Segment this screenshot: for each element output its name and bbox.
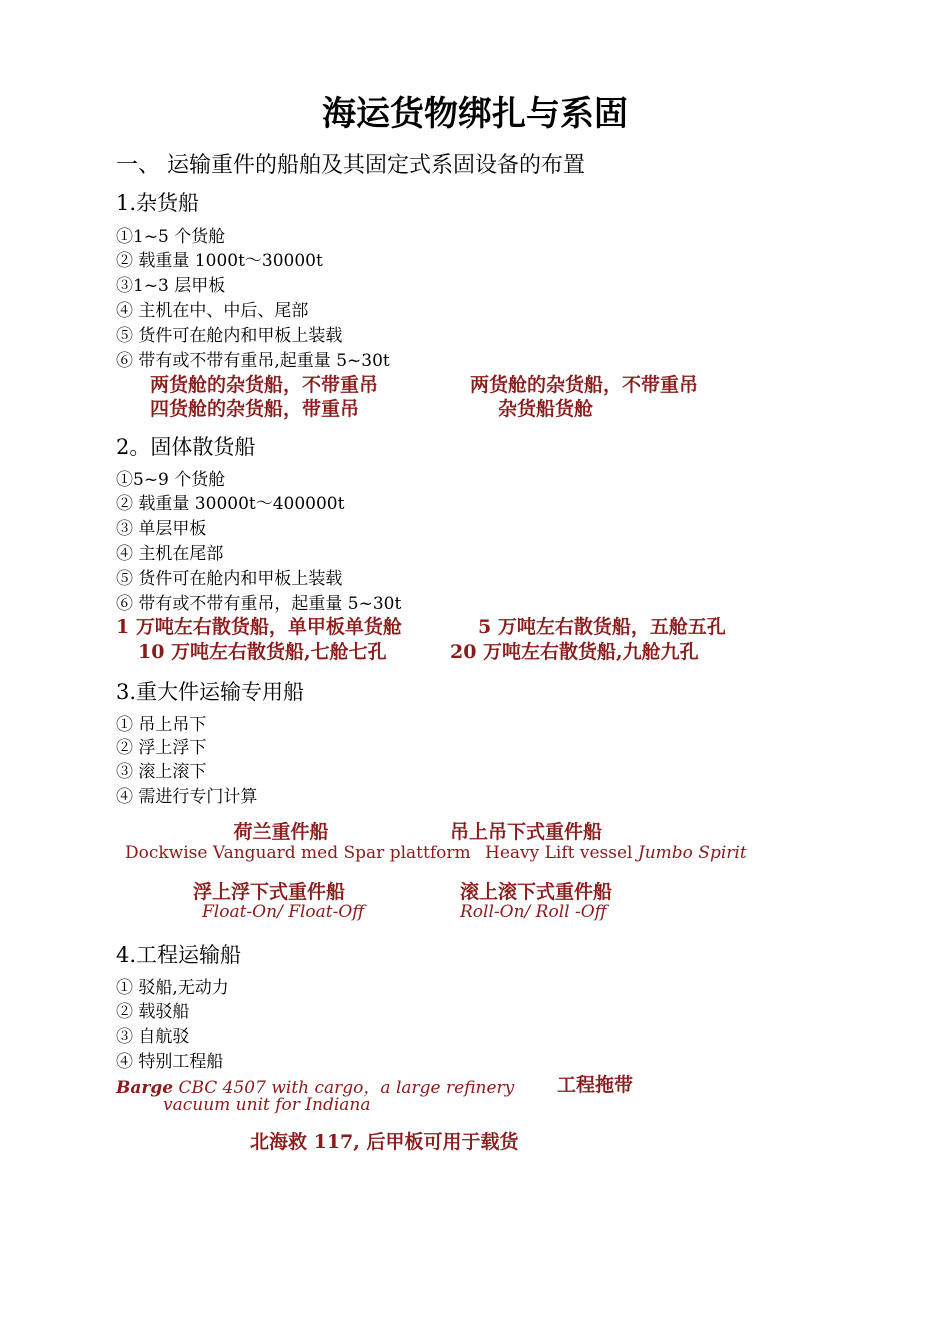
list-item: ② 浮上浮下 [116, 738, 207, 758]
list-item: ③ 滚上滚下 [116, 762, 207, 782]
figure-caption: 两货舱的杂货船，不带重吊 [150, 374, 379, 396]
figure-caption: Float-On/ Float-Off [202, 902, 365, 922]
general-cargo-heading: 1.杂货船 [116, 191, 200, 215]
page-title: 海运货物绑扎与系固 [322, 94, 628, 134]
list-item: ② 载重量 1000t～30000t [116, 251, 323, 271]
list-item: ② 载驳船 [116, 1002, 190, 1022]
list-item: ① 吊上吊下 [116, 715, 207, 735]
list-item: ③ 自航驳 [116, 1027, 190, 1047]
list-item: ①5~9 个货舱 [116, 470, 226, 490]
figure-caption: Roll-On/ Roll -Off [460, 902, 607, 922]
figure-caption: 杂货船货舱 [498, 398, 594, 420]
figure-caption: vacuum unit for Indiana [163, 1095, 371, 1115]
list-item: ① 驳船,无动力 [116, 978, 229, 998]
figure-caption: 浮上浮下式重件船 [193, 881, 346, 903]
list-item: ⑥ 带有或不带有重吊,起重量 5~30t [116, 351, 390, 371]
figure-caption: Barge CBC 4507 with cargo，a large refinery [116, 1078, 515, 1098]
figure-caption: 四货舱的杂货船，带重吊 [150, 398, 360, 420]
list-item: ⑤ 货件可在舱内和甲板上装载 [116, 326, 343, 346]
list-item: ⑥ 带有或不带有重吊，起重量 5~30t [116, 594, 402, 614]
list-item: ④ 需进行专门计算 [116, 787, 258, 807]
list-item: ④ 特别工程船 [116, 1052, 224, 1072]
figure-caption: 10 万吨左右散货船,七舱七孔 [138, 641, 387, 663]
heavy-lift-heading: 3.重大件运输专用船 [116, 680, 305, 704]
figure-caption: 两货舱的杂货船，不带重吊 [470, 374, 699, 396]
figure-caption: 滚上滚下式重件船 [460, 881, 613, 903]
list-item: ③1~3 层甲板 [116, 276, 226, 296]
figure-caption: 北海救 117, 后甲板可用于载货 [250, 1131, 519, 1153]
list-item: ④ 主机在中、中后、尾部 [116, 301, 309, 321]
figure-caption: 吊上吊下式重件船 [450, 821, 603, 843]
section-heading: 一、 运输重件的船舶及其固定式系固设备的布置 [116, 153, 585, 178]
list-item: ①1~5 个货舱 [116, 227, 226, 247]
engineering-heading: 4.工程运输船 [116, 943, 242, 967]
figure-caption: Dockwise Vanguard med Spar plattform [125, 843, 471, 863]
figure-caption: 荷兰重件船 [233, 821, 329, 843]
list-item: ③ 单层甲板 [116, 519, 207, 539]
list-item: ⑤ 货件可在舱内和甲板上装载 [116, 569, 343, 589]
figure-caption: 20 万吨左右散货船,九舱九孔 [450, 641, 699, 663]
bulk-carrier-heading: 2。固体散货船 [116, 435, 256, 459]
figure-caption: 工程拖带 [557, 1074, 634, 1096]
figure-caption: 5 万吨左右散货船，五舱五孔 [478, 616, 726, 638]
list-item: ④ 主机在尾部 [116, 544, 224, 564]
list-item: ② 载重量 30000t～400000t [116, 494, 345, 514]
figure-caption: 1 万吨左右散货船，单甲板单货舱 [116, 616, 402, 638]
figure-caption: Heavy Lift vessel Jumbo Spirit [485, 843, 747, 863]
